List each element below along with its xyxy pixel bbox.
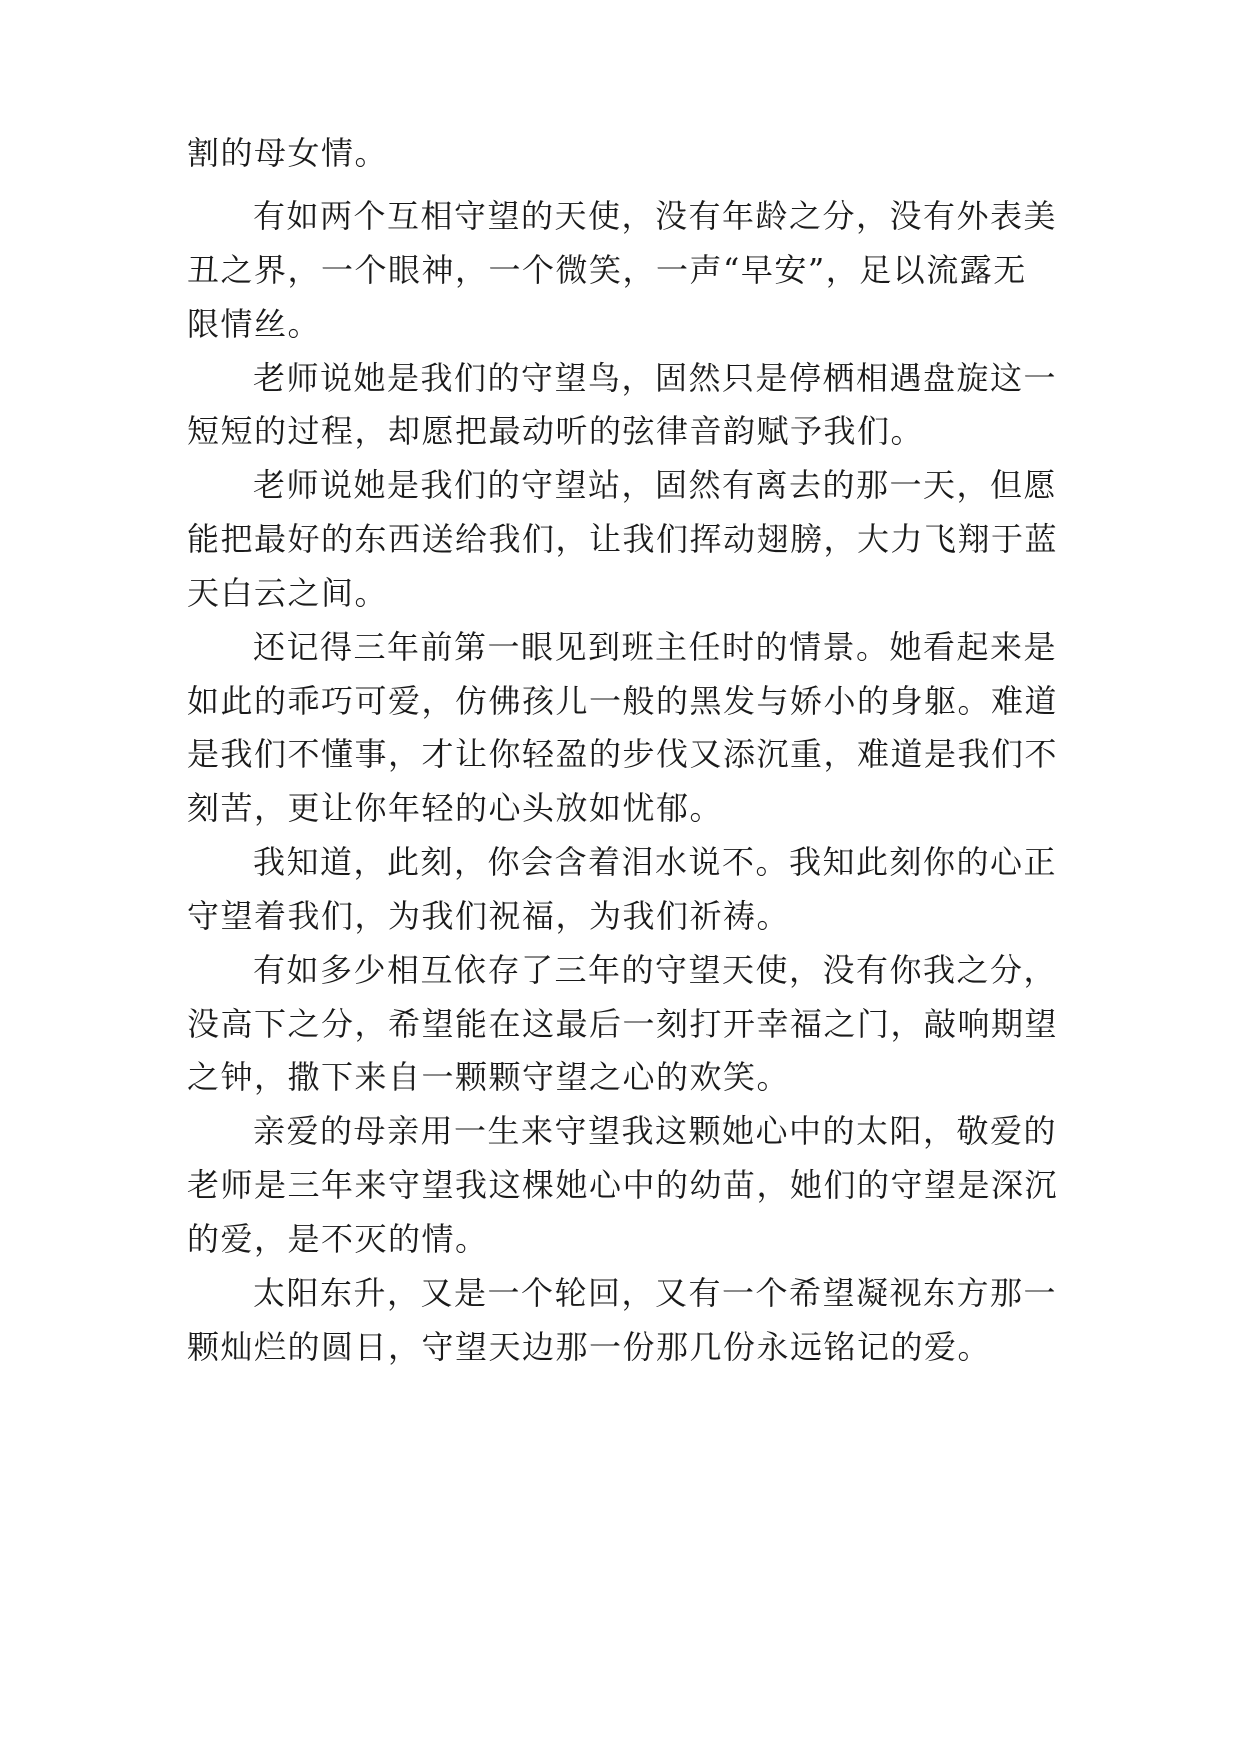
- text-line: 有如多少相互依存了三年的守望天使，没有你我之分，: [253, 951, 1058, 989]
- text-line: 短短的过程，却愿把最动听的弦律音韵赋予我们。: [187, 412, 925, 450]
- text-line: 割的母女情。: [187, 134, 389, 172]
- text-line: 刻苦，更让你年轻的心头放如忧郁。: [187, 789, 724, 827]
- text-line: 天白云之间。: [187, 574, 389, 612]
- text-line: 是我们不懂事，才让你轻盈的步伐又添沉重，难道是我们不: [187, 735, 1059, 773]
- text-line: 丑之界，一个眼神，一个微笑，一声“早安”，足以流露无: [187, 251, 1027, 289]
- text-line: 还记得三年前第一眼见到班主任时的情景。她看起来是: [253, 628, 1058, 666]
- text-line: 没高下之分，希望能在这最后一刻打开幸福之门，敲响期望: [187, 1005, 1059, 1043]
- text-line: 守望着我们，为我们祝福，为我们祈祷。: [187, 897, 791, 935]
- text-line: 能把最好的东西送给我们，让我们挥动翅膀，大力飞翔于蓝: [187, 520, 1059, 558]
- text-line: 太阳东升，又是一个轮回，又有一个希望凝视东方那一: [253, 1274, 1058, 1312]
- text-line: 老师说她是我们的守望站，固然有离去的那一天，但愿: [253, 466, 1058, 504]
- text-line: 如此的乖巧可爱，仿佛孩儿一般的黑发与娇小的身躯。难道: [187, 682, 1059, 720]
- text-line: 的爱，是不灭的情。: [187, 1220, 489, 1258]
- text-line: 之钟，撒下来自一颗颗守望之心的欢笑。: [187, 1058, 791, 1096]
- text-line: 亲爱的母亲用一生来守望我这颗她心中的太阳，敬爱的: [253, 1112, 1058, 1150]
- text-line: 颗灿烂的圆日，守望天边那一份那几份永远铭记的爱。: [187, 1328, 992, 1366]
- text-line: 老师说她是我们的守望鸟，固然只是停栖相遇盘旋这一: [253, 359, 1058, 397]
- text-line: 有如两个互相守望的天使，没有年龄之分，没有外表美: [253, 197, 1058, 235]
- text-line: 老师是三年来守望我这棵她心中的幼苗，她们的守望是深沉: [187, 1166, 1059, 1204]
- text-line: 我知道，此刻，你会含着泪水说不。我知此刻你的心正: [253, 843, 1058, 881]
- text-line: 限情丝。: [187, 305, 322, 343]
